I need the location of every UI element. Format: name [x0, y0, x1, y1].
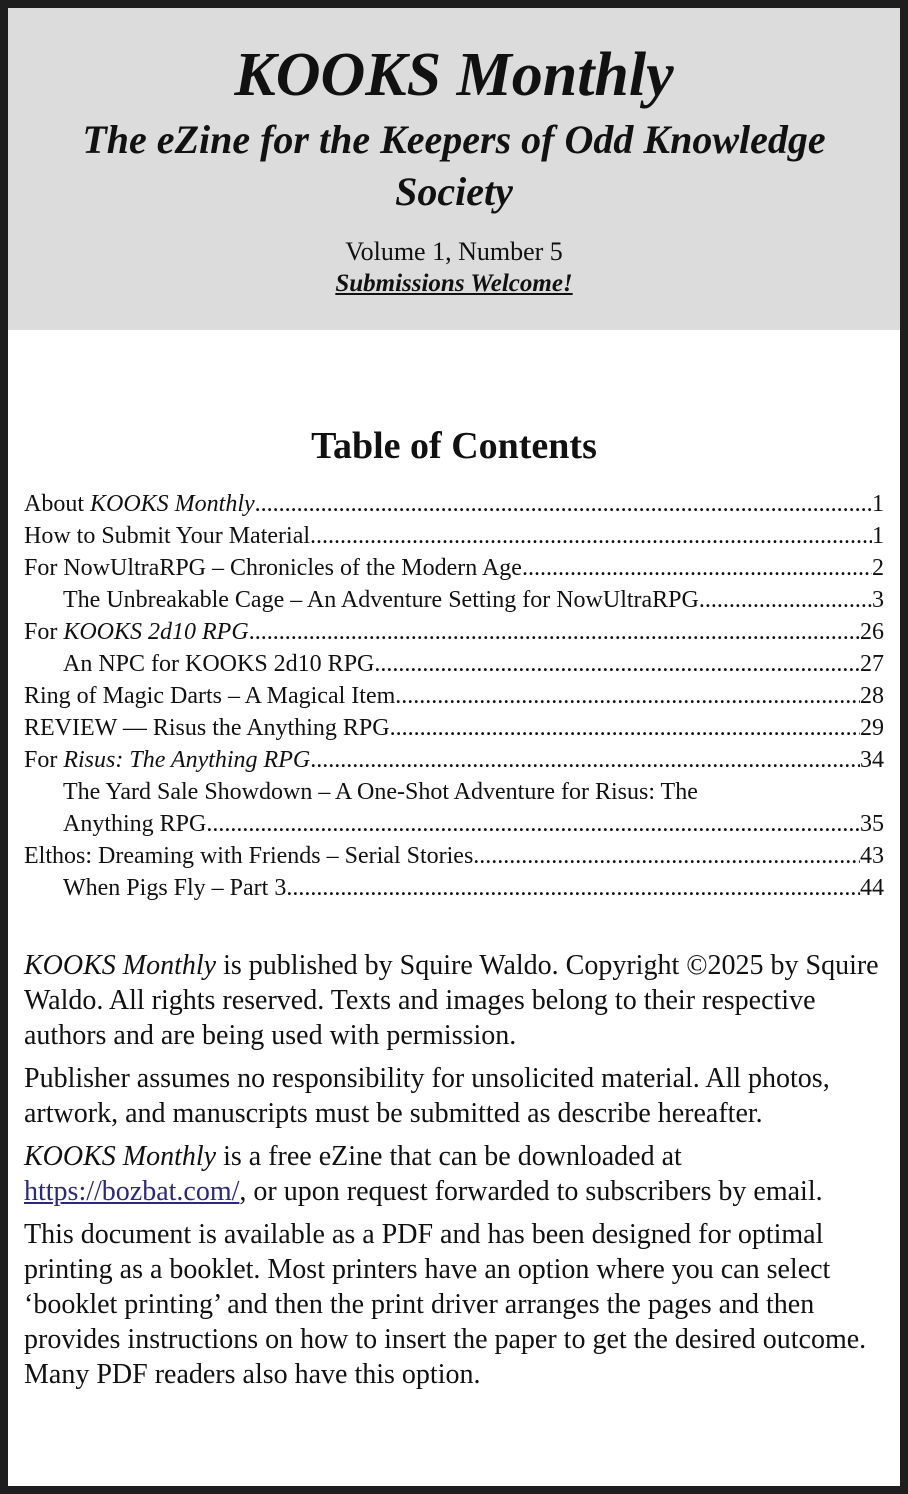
- toc-page-number: 28: [860, 683, 884, 709]
- toc-page-number: 43: [860, 843, 884, 869]
- toc-entry-title: The Unbreakable Cage – An Adventure Setting for NowUltraRPG: [63, 587, 699, 613]
- toc-entry-title: For Risus: The Anything RPG: [24, 747, 311, 773]
- toc-leader-dots: [286, 872, 860, 904]
- toc-leader-dots: [255, 488, 872, 520]
- toc-page-number: 34: [860, 747, 884, 773]
- toc-leader-dots: [310, 744, 860, 776]
- toc-entry[interactable]: [24, 680, 884, 712]
- page: [8, 8, 900, 1486]
- toc-entry[interactable]: [24, 872, 884, 904]
- toc-page-number: 29: [860, 715, 884, 741]
- toc-entry-title: When Pigs Fly – Part 3: [63, 875, 287, 901]
- ezine-subtitle: The eZine for the Keepers of Odd Knowledge Society: [82, 117, 826, 214]
- toc-page-number: 44: [860, 875, 884, 901]
- toc-page-number: 3: [872, 587, 884, 613]
- toc-page-number: 27: [860, 651, 884, 677]
- toc-entry-title: For KOOKS 2d10 RPG: [24, 619, 249, 645]
- toc-leader-dots: [310, 520, 872, 552]
- toc-leader-dots: [395, 680, 860, 712]
- toc-entry-title: Ring of Magic Darts – A Magical Item: [24, 683, 396, 709]
- bozbat-link[interactable]: https://bozbat.com/: [24, 1176, 240, 1207]
- toc-entry-title: REVIEW — Risus the Anything RPG: [24, 715, 390, 741]
- toc-page-number: 1: [872, 491, 884, 517]
- toc-leader-dots: [249, 616, 860, 648]
- toc-entry[interactable]: [24, 648, 884, 680]
- toc-leader-dots: [522, 552, 872, 584]
- toc-entry[interactable]: [24, 776, 884, 840]
- download-paragraph: KOOKS Monthly is a free eZine that can be downloaded at https://bozbat.com/, or upon request forwarded to subscribers by email.: [24, 1141, 823, 1207]
- toc-entry[interactable]: [24, 712, 884, 744]
- toc-entry[interactable]: [24, 616, 884, 648]
- ezine-title: KOOKS Monthly: [234, 41, 674, 109]
- masthead: [8, 8, 900, 330]
- toc-page-number: 1: [872, 523, 884, 549]
- toc-entry[interactable]: [24, 552, 884, 584]
- issue-volume: Volume 1, Number 5: [345, 237, 563, 266]
- toc-entry-title: About KOOKS Monthly: [24, 491, 255, 517]
- table-of-contents: [24, 488, 884, 904]
- toc-entry-title: How to Submit Your Material: [24, 523, 311, 549]
- copyright-paragraph: KOOKS Monthly is published by Squire Waldo. Copyright ©2025 by Squire Waldo. All rights reserved. Texts and images belong to their respective authors and are being used with permission.: [24, 950, 879, 1051]
- toc-entry-title-line1: The Yard Sale Showdown – A One-Shot Adventure for Risus: The: [63, 779, 698, 805]
- toc-page-number: 2: [872, 555, 884, 581]
- printing-paragraph: This document is available as a PDF and has been designed for optimal printing as a booklet. Most printers have an option where you can select ‘booklet printing’ and then the print driver arranges the pages and then provides instructions on how to insert the paper to get the desired outcome. Many PDF readers also have this option.: [24, 1219, 867, 1390]
- submissions-note: Submissions Welcome!: [335, 270, 573, 297]
- toc-entry[interactable]: [24, 744, 884, 776]
- disclaimer-paragraph: Publisher assumes no responsibility for unsolicited material. All photos, artwork, and manuscripts must be submitted as describe hereafter.: [24, 1063, 830, 1129]
- toc-leader-dots: [473, 840, 860, 872]
- toc-entry[interactable]: [24, 584, 884, 616]
- toc-page-number: 35: [860, 811, 884, 837]
- toc-entry[interactable]: [24, 840, 884, 872]
- toc-page-number: 26: [860, 619, 884, 645]
- toc-entry-title: An NPC for KOOKS 2d10 RPG: [63, 651, 375, 677]
- toc-entry-title: Elthos: Dreaming with Friends – Serial Stories: [24, 843, 474, 869]
- toc-leader-dots: [390, 712, 860, 744]
- toc-heading: Table of Contents: [311, 425, 597, 467]
- toc-entry-title: For NowUltraRPG – Chronicles of the Modern Age: [24, 555, 522, 581]
- toc-leader-dots: [374, 648, 860, 680]
- toc-entry[interactable]: [24, 520, 884, 552]
- publication-notes: [24, 948, 884, 1400]
- toc-entry-title-line2: Anything RPG: [63, 811, 207, 837]
- toc-leader-dots: [699, 584, 872, 616]
- toc-leader-dots: [206, 808, 860, 840]
- toc-entry[interactable]: [24, 488, 884, 520]
